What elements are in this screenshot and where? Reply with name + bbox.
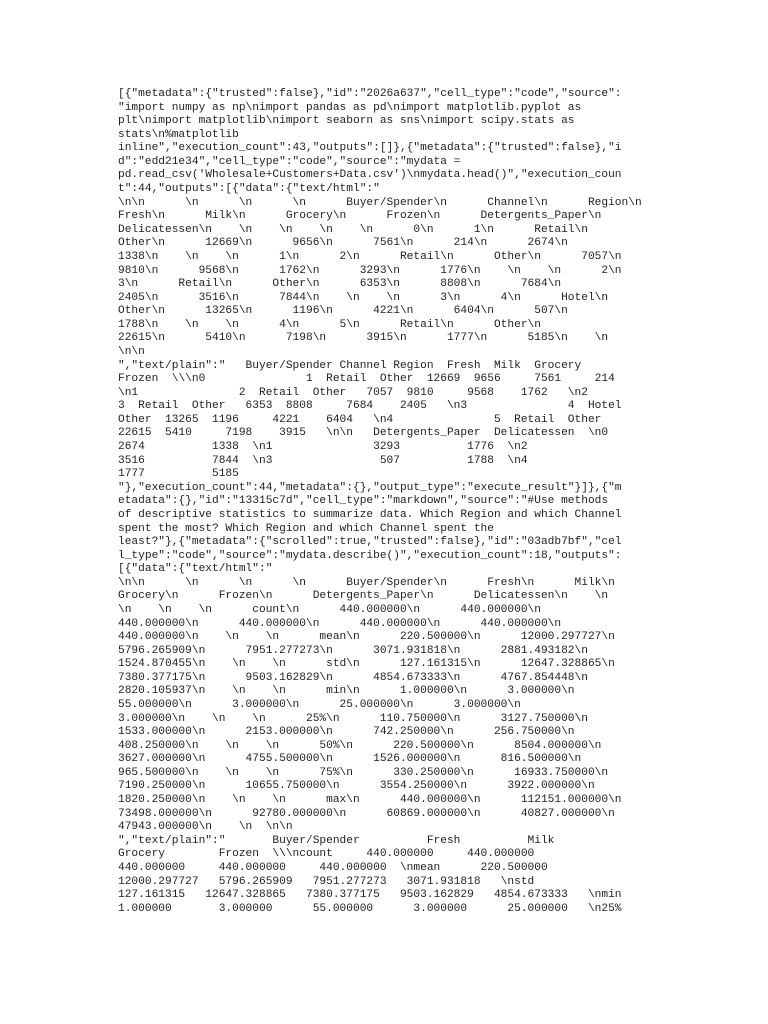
document-line: ","text/plain":" Buyer/Spender Channel Region Fresh Milk Grocery — [118, 359, 582, 372]
document-line: 7380.377175\n 9503.162829\n 4854.673333\n 4767.854448\n — [118, 671, 588, 684]
document-line: 408.250000\n \n \n 50%\n 220.500000\n 8504.000000\n — [118, 739, 602, 752]
document-line: 22615 5410 7198 3915 \n\n Detergents_Paper Delicatessen \n0 — [118, 427, 609, 440]
document-line: 127.161315 12647.328865 7380.377175 9503.162829 4854.673333 \nmin — [118, 889, 622, 902]
document-line: \n \n \n count\n 440.000000\n 440.000000\n — [118, 603, 541, 616]
document-line: 5796.265909\n 7951.277273\n 3071.931818\n 2881.493182\n — [118, 644, 588, 657]
document-line: 440.000000 440.000000 440.000000 \nmean 220.500000 — [118, 861, 548, 874]
document-line: 3516 7844 \n3 507 1788 \n4 — [118, 454, 528, 467]
document-line: 73498.000000\n 92780.000000\n 60869.000000\n 40827.000000\n — [118, 807, 615, 820]
document-line: 7190.250000\n 10655.750000\n 3554.250000\n 3922.000000\n — [118, 780, 595, 793]
document-line: 440.000000\n \n \n mean\n 220.500000\n 12000.297727\n — [118, 631, 615, 644]
document-line: 3 Retail Other 6353 8808 7684 2405 \n3 4 Hotel — [118, 400, 622, 413]
document-line: 1.000000 3.000000 55.000000 3.000000 25.000000 \n25% — [118, 902, 622, 915]
document-line: Delicatessen\n \n \n \n \n 0\n 1\n Retail\n — [118, 223, 588, 236]
document-line: 9810\n 9568\n 1762\n 3293\n 1776\n \n \n 2\n — [118, 264, 622, 277]
document-line: inline","execution_count":43,"outputs":[]},{"metadata":{"trusted":false},"i — [118, 142, 622, 155]
document-line: \n\n \n \n \n Buyer/Spender\n Channel\n Region\n — [118, 196, 642, 209]
document-line: of descriptive statistics to summarize data. Which Region and which Channel — [118, 508, 622, 521]
document-line: Frozen \\\n0 1 Retail Other 12669 9656 7561 214 — [118, 373, 615, 386]
document-line: 1524.870455\n \n \n std\n 127.161315\n 12647.328865\n — [118, 658, 615, 671]
document-line: d":"edd21e34","cell_type":"code","source":"mydata = — [118, 155, 461, 168]
document-line: "},"execution_count":44,"metadata":{},"output_type":"execute_result"}]},{"m — [118, 481, 622, 494]
document-line: plt\nimport matplotlib\nimport seaborn as sns\nimport scipy.stats as — [118, 115, 575, 128]
document-line: 2674 1338 \n1 3293 1776 \n2 — [118, 441, 528, 454]
document-line: 1338\n \n \n 1\n 2\n Retail\n Other\n 7057\n — [118, 250, 622, 263]
document-line: 12000.297727 5796.265909 7951.277273 3071.931818 \nstd — [118, 875, 535, 888]
document-line: least?"},{"metadata":{"scrolled":true,"trusted":false},"id":"03adb7bf","cel — [118, 536, 622, 549]
document-line: Other 13265 1196 4221 6404 \n4 5 Retail Other — [118, 413, 602, 426]
document-line: Other\n 12669\n 9656\n 7561\n 214\n 2674\n — [118, 237, 568, 250]
notebook-json-text — [118, 88, 654, 916]
document-line: Fresh\n Milk\n Grocery\n Frozen\n Detergents_Paper\n — [118, 210, 602, 223]
document-line: 1777 5185 — [118, 468, 239, 481]
document-line: 965.500000\n \n \n 75%\n 330.250000\n 16933.750000\n — [118, 766, 609, 779]
document-line: 3.000000\n \n \n 25%\n 110.750000\n 3127.750000\n — [118, 712, 588, 725]
document-line: pd.read_csv('Wholesale+Customers+Data.csv')\nmydata.head()","execution_coun — [118, 169, 622, 182]
document-line: Grocery\n Frozen\n Detergents_Paper\n Delicatessen\n \n — [118, 590, 609, 603]
document-line: 1533.000000\n 2153.000000\n 742.250000\n 256.750000\n — [118, 726, 575, 739]
document-line: "import numpy as np\nimport pandas as pd\nimport matplotlib.pyplot as — [118, 101, 582, 114]
document-line: \n1 2 Retail Other 7057 9810 9568 1762 \n2 — [118, 386, 588, 399]
document-line: 2820.105937\n \n \n min\n 1.000000\n 3.000000\n — [118, 685, 575, 698]
document-line: \n\n \n \n \n Buyer/Spender\n Fresh\n Milk\n — [118, 576, 615, 589]
document-line: etadata":{},"id":"13315c7d","cell_type":"markdown","source":"#Use methods — [118, 495, 609, 508]
document-line: 47943.000000\n \n \n\n — [118, 821, 293, 834]
document-line: \n\n — [118, 345, 145, 358]
document-line: 55.000000\n 3.000000\n 25.000000\n 3.000000\n — [118, 699, 521, 712]
document-line: 3627.000000\n 4755.500000\n 1526.000000\n 816.500000\n — [118, 753, 582, 766]
document-line: Other\n 13265\n 1196\n 4221\n 6404\n 507\n — [118, 305, 568, 318]
document-line: spent the most? Which Region and which Channel spent the — [118, 522, 494, 535]
document-line: ","text/plain":" Buyer/Spender Fresh Milk — [118, 834, 555, 847]
document-line: 1820.250000\n \n \n max\n 440.000000\n 112151.000000\n — [118, 794, 622, 807]
document-line: 1788\n \n \n 4\n 5\n Retail\n Other\n — [118, 318, 541, 331]
document-line: 22615\n 5410\n 7198\n 3915\n 1777\n 5185\n \n — [118, 332, 609, 345]
document-line: 440.000000\n 440.000000\n 440.000000\n 440.000000\n — [118, 617, 562, 630]
document-line: 2405\n 3516\n 7844\n \n \n 3\n 4\n Hotel\n — [118, 291, 609, 304]
document-line: Grocery Frozen \\\ncount 440.000000 440.000000 — [118, 848, 535, 861]
document-line: [{"metadata":{"trusted":false},"id":"2026a637","cell_type":"code","source": — [118, 88, 622, 100]
document-line: stats\n%matplotlib — [118, 128, 239, 141]
document-line: l_type":"code","source":"mydata.describe()","execution_count":18,"outputs": — [118, 549, 622, 562]
document-line: 3\n Retail\n Other\n 6353\n 8808\n 7684\n — [118, 278, 562, 291]
document-line: [{"data":{"text/html":" — [118, 563, 273, 576]
document-line: t":44,"outputs":[{"data":{"text/html":" — [118, 183, 380, 196]
